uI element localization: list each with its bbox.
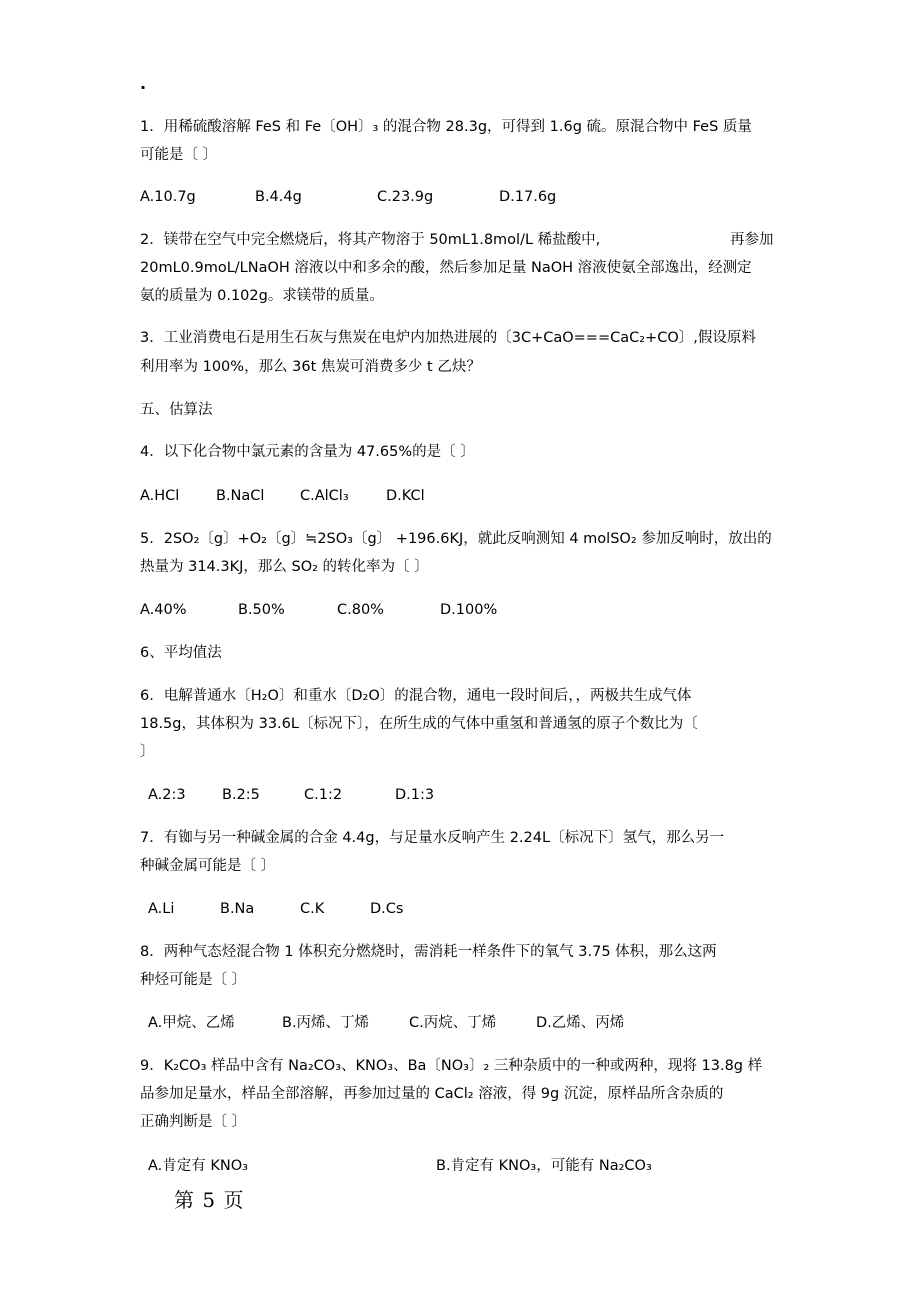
q8-line1: 8．两种气态烃混合物 1 体积充分燃烧时，需消耗一样条件下的氧气 3.75 体积，那么这两 (140, 944, 717, 960)
q1-line1: 1．用稀硫酸溶解 FeS 和 Fe〔OH〕₃ 的混合物 28.3g，可得到 1.6g 硫。原混合物中 FeS 质量 (140, 119, 752, 135)
q6-option-a: A.2:3 (148, 787, 186, 803)
q4-line1: 4．以下化合物中氯元素的含量为 47.65%的是〔 〕 (140, 444, 475, 460)
q2-line3: 氨的质量为 0.102g。求镁带的质量。 (140, 288, 384, 304)
q4-option-b: B.NaCl (216, 488, 265, 504)
q2-line1: 2．镁带在空气中完全燃烧后，将其产物溶于 50mL1.8mol/L 稀盐酸中, (140, 232, 601, 248)
q1-option-b: B.4.4g (255, 189, 302, 205)
q7-line2: 种碱金属可能是〔 〕 (140, 858, 276, 874)
q4-option-d: D.KCl (386, 488, 425, 504)
q9-line1: 9．K₂CO₃ 样品中含有 Na₂CO₃、KNO₃、Ba〔NO₃〕₂ 三种杂质中的一种或两种，现将 13.8g 样 (140, 1058, 763, 1074)
q8-option-c: C.丙烷、丁烯 (409, 1015, 497, 1031)
q1-option-a: A.10.7g (140, 189, 196, 205)
section-heading-5: 五、估算法 (140, 402, 213, 418)
q6-option-c: C.1:2 (304, 787, 343, 803)
q9-line3: 正确判断是〔 〕 (140, 1114, 247, 1130)
q5-option-a: A.40% (140, 602, 187, 618)
q2-line1-right: 再参加 (730, 232, 774, 248)
q6-line1: 6．电解普通水〔H₂O〕和重水〔D₂O〕的混合物，通电一段时间后，，两极共生成气体 (140, 688, 692, 704)
q5-line2: 热量为 314.3KJ，那么 SO₂ 的转化率为〔 〕 (140, 559, 429, 575)
q8-option-d: D.乙烯、丙烯 (536, 1015, 625, 1031)
q7-option-b: B.Na (220, 901, 255, 917)
q4-option-a: A.HCl (140, 488, 180, 504)
q9-option-b: B.肯定有 KNO₃，可能有 Na₂CO₃ (436, 1158, 652, 1174)
q6-option-b: B.2:5 (222, 787, 260, 803)
q6-line2: 18.5g，其体积为 33.6L〔标况下〕，在所生成的气体中重氢和普通氢的原子个数比为〔 (140, 716, 698, 732)
q9-option-a: A.肯定有 KNO₃ (148, 1158, 248, 1174)
q5-option-c: C.80% (337, 602, 384, 618)
q7-option-c: C.K (300, 901, 325, 917)
q5-option-b: B.50% (238, 602, 285, 618)
q8-line2: 种烃可能是〔 〕 (140, 972, 247, 988)
q1-line2: 可能是〔 〕 (140, 147, 218, 163)
q6-option-d: D.1:3 (395, 787, 435, 803)
q1-option-c: C.23.9g (377, 189, 434, 205)
q8-option-a: A.甲烷、乙烯 (148, 1015, 235, 1031)
q5-line1: 5．2SO₂〔g〕+O₂〔g〕≒2SO₃〔g〕 +196.6KJ，就此反响测知 4 molSO₂ 参加反响时，放出的 (140, 531, 772, 547)
section-heading-6: 6、平均值法 (140, 645, 222, 661)
page-marker: · (140, 78, 147, 97)
q3-line2: 利用率为 100%，那么 36t 焦炭可消费多少 t 乙炔？ (140, 359, 481, 375)
q2-line2: 20mL0.9moL/LNaOH 溶液以中和多余的酸，然后参加足量 NaOH 溶液使氨全部逸出，经测定 (140, 260, 752, 276)
q4-option-c: C.AlCl₃ (300, 488, 349, 504)
q3-line1: 3．工业消费电石是用生石灰与焦炭在电炉内加热进展的〔3C+CaO===CaC₂+CO〕,假设原料 (140, 330, 756, 346)
page-number: 第 5 页 (174, 1188, 245, 1212)
q5-option-d: D.100% (440, 602, 498, 618)
q8-option-b: B.丙烯、丁烯 (282, 1015, 370, 1031)
q7-line1: 7．有铷与另一种碱金属的合金 4.4g，与足量水反响产生 2.24L〔标况下〕氢气，那么另一 (140, 830, 725, 846)
q6-line3: 〕 (140, 744, 155, 760)
q1-option-d: D.17.6g (499, 189, 557, 205)
q7-option-a: A.Li (148, 901, 175, 917)
q7-option-d: D.Cs (370, 901, 404, 917)
q9-line2: 品参加足量水，样品全部溶解，再参加过量的 CaCl₂ 溶液，得 9g 沉淀，原样品所含杂质的 (140, 1086, 724, 1102)
